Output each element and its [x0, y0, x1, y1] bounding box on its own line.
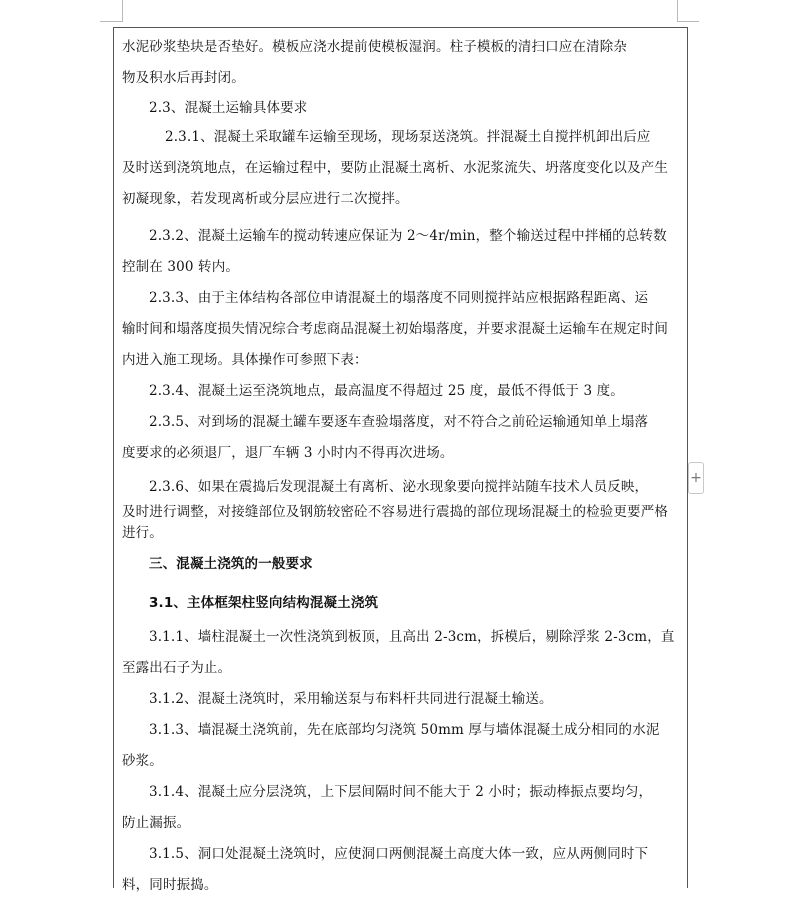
text-line: 3.1.3、墙混凝土浇筑前，先在底部均匀浇筑 50mm 厚与墙体混凝土成分相同的水泥 [149, 722, 660, 738]
section-heading: 2.3、混凝土运输具体要求 [149, 100, 308, 116]
text-line: 3.1.2、混凝土浇筑时，采用输送泵与布料杆共同进行混凝土输送。 [149, 691, 553, 707]
text-line: 控制在 300 转内。 [122, 259, 239, 275]
text-line: 2.3.5、对到场的混凝土罐车要逐车查验塌落度，对不符合之前砼运输通知单上塌落 [149, 414, 649, 430]
text-line: 及时进行调整，对接缝部位及钢筋较密砼不容易进行震捣的部位现场混凝土的检验更要严格 [122, 504, 668, 520]
text-line: 2.3.2、混凝土运输车的搅动转速应保证为 2～4r/min，整个输送过程中拌桶的总转数 [149, 228, 667, 244]
text-line: 水泥砂浆垫块是否垫好。模板应浇水提前使模板湿润。柱子模板的清扫口应在清除杂 [122, 39, 628, 55]
text-line: 2.3.3、由于主体结构各部位申请混凝土的塌落度不同则搅拌站应根据路程距离、运 [149, 290, 649, 306]
text-line: 2.3.4、混凝土运至浇筑地点，最高温度不得超过 25 度，最低不得低于 3 度。 [149, 383, 624, 399]
text-line: 初凝现象，若发现离析或分层应进行二次搅拌。 [122, 191, 409, 207]
crop-mark-top-right-v [677, 0, 678, 22]
text-line: 内进入施工现场。具体操作可参照下表： [122, 352, 368, 368]
text-line: 输时间和塌落度损失情况综合考虑商品混凝土初始塌落度，并要求混凝土运输车在规定时间 [122, 321, 668, 337]
text-line: 物及积水后再封闭。 [122, 70, 245, 86]
add-paragraph-button[interactable]: + [688, 462, 704, 494]
text-line: 进行。 [122, 525, 163, 541]
text-line: 料，同时振捣。 [122, 877, 218, 893]
text-line: 及时送到浇筑地点，在运输过程中，要防止混凝土离析、水泥浆流失、坍落度变化以及产生 [122, 160, 668, 176]
text-line: 至露出石子为止。 [122, 660, 232, 676]
crop-mark-top-left-h [100, 21, 122, 22]
text-line: 3.1.5、洞口处混凝土浇筑时，应使洞口两侧混凝土高度大体一致，应从两侧同时下 [149, 846, 649, 862]
section-heading: 3.1、主体框架柱竖向结构混凝土浇筑 [149, 595, 379, 611]
document-body [122, 28, 680, 901]
crop-mark-top-right-h [677, 21, 699, 22]
text-line: 度要求的必须退厂，退厂车辆 3 小时内不得再次进场。 [122, 445, 454, 461]
text-line: 防止漏振。 [122, 815, 191, 831]
text-line: 3.1.4、混凝土应分层浇筑，上下层间隔时间不能大于 2 小时；振动棒振点要均匀， [149, 784, 653, 800]
text-line: 3.1.1、墙柱混凝土一次性浇筑到板顶，且高出 2-3cm，拆模后，剔除浮浆 2-3cm，直 [149, 629, 675, 645]
crop-mark-top-left-v [122, 0, 123, 22]
chapter-heading: 三、混凝土浇筑的一般要求 [149, 556, 313, 572]
text-line: 2.3.1、混凝土采取罐车运输至现场，现场泵送浇筑。拌混凝土自搅拌机卸出后应 [165, 129, 651, 145]
text-line: 砂浆。 [122, 753, 163, 769]
text-line: 2.3.6、如果在震捣后发现混凝土有离析、泌水现象要向搅拌站随车技术人员反映， [149, 479, 649, 495]
